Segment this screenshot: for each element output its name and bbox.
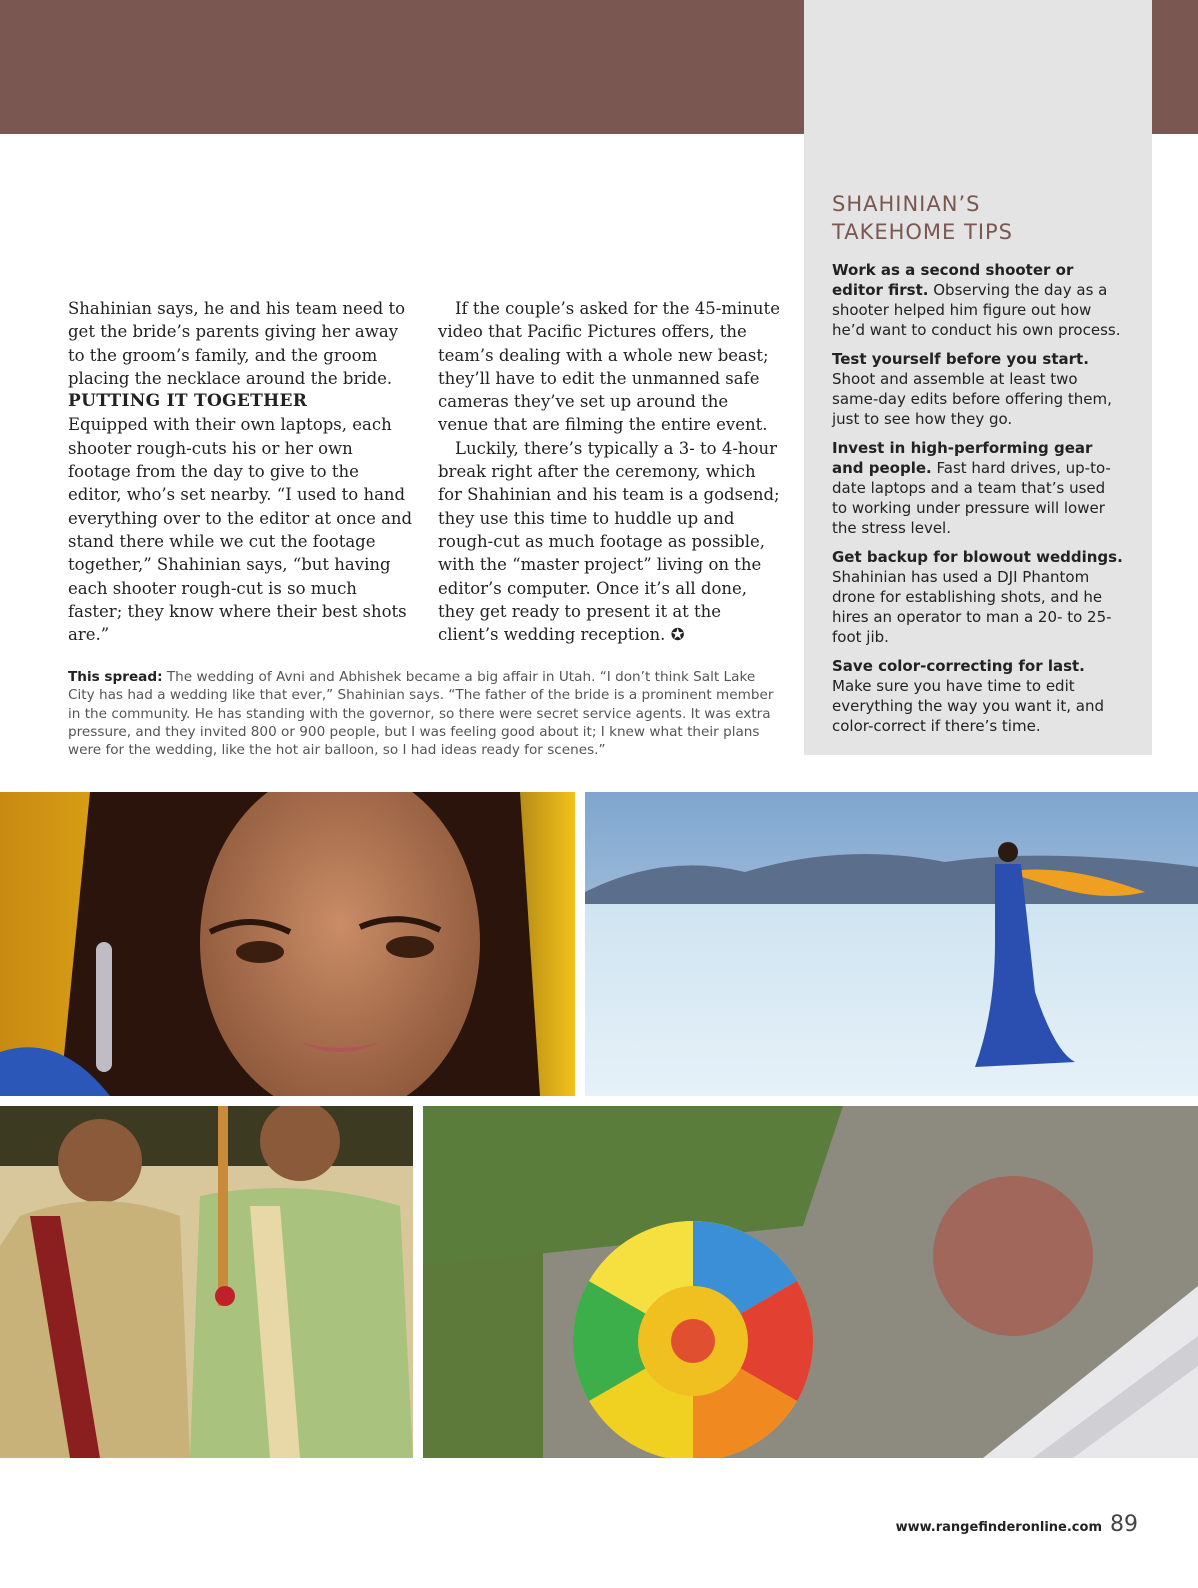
- sidebar-title: [832, 190, 1124, 246]
- page-footer: [896, 1512, 1138, 1537]
- sidebar-title-line2: TAKEHOME TIPS: [832, 220, 1013, 244]
- article-paragraph: [438, 437, 783, 647]
- tip-item: [832, 547, 1124, 647]
- tip-item: [832, 349, 1124, 429]
- article-paragraph: If the couple’s asked for the 45-minute video that Pacific Pictures offers, the team’s dealing with a whole new beast; they’ll have to edit the unmanned safe cameras they’ve set up around the venue that are filming the entire event.: [438, 299, 780, 435]
- photo-salt-flats: [585, 792, 1198, 1096]
- page-number: 89: [1110, 1512, 1138, 1537]
- tip-body: Shoot and assemble at least two same-day edits before offering them, just to see how they go.: [832, 370, 1112, 428]
- tip-body: Make sure you have time to edit everything the way you want it, and color-correct if there’s time.: [832, 677, 1104, 735]
- tip-item: [832, 438, 1124, 538]
- caption-label: This spread:: [68, 669, 163, 685]
- tip-lead: Work as a second shooter or editor first.: [832, 261, 1074, 299]
- tip-lead: Get backup for blowout weddings.: [832, 548, 1123, 566]
- tip-body: Observing the day as a shooter helped him figure out how he’d want to conduct his own process.: [832, 281, 1121, 339]
- tip-lead: Save color-correcting for last.: [832, 657, 1085, 675]
- article-column-1: [68, 297, 413, 646]
- tip-body: Shahinian has used a DJI Phantom drone for establishing shots, and he hires an operator to man a 20- to 25-foot jib.: [832, 568, 1112, 646]
- article-subhead: PUTTING IT TOGETHER: [68, 391, 308, 412]
- sidebar-title-line1: SHAHINIAN’S: [832, 192, 981, 216]
- article-column-2: [438, 297, 783, 646]
- article-paragraph: Shahinian says, he and his team need to get the bride’s parents giving her away to the groom’s family, and the groom placing the necklace around the bride.: [68, 299, 406, 388]
- article-paragraph: Equipped with their own laptops, each shooter rough-cuts his or her own footage from the day to give to the editor, who’s set nearby. “I used to hand everything over to the editor at once and stand there while we cut the footage together,” Shahinian says, “but having each shooter rough-cut is so much faster; they know where their best shots are.”: [68, 415, 413, 645]
- tip-item: [832, 260, 1124, 340]
- photo-caption: [68, 668, 784, 759]
- photo-groom-ceremony: [0, 1106, 413, 1458]
- tip-lead: Test yourself before you start.: [832, 350, 1089, 368]
- tip-lead: Invest in high-performing gear and people.: [832, 439, 1093, 477]
- photo-aerial-balloon: [423, 1106, 1198, 1458]
- article-paragraph-text: Luckily, there’s typically a 3- to 4-hour break right after the ceremony, which for Shahinian and his team is a godsend; they use this time to huddle up and rough-cut as much footage as possible, with the “master project” living on the editor’s computer. Once it’s all done, they get ready to present it at the client’s wedding reception.: [438, 438, 780, 645]
- end-mark-icon: ✪: [670, 625, 685, 645]
- footer-url[interactable]: www.rangefinderonline.com: [895, 1520, 1102, 1535]
- photo-bride-portrait: [0, 792, 575, 1096]
- tips-sidebar: [804, 0, 1152, 755]
- tip-item: [832, 656, 1124, 736]
- caption-text: The wedding of Avni and Abhishek became a big affair in Utah. “I don’t think Salt Lake City has had a wedding like that ever,” Shahinian says. “The father of the bride is a prominent member in the community. He has standing with the governor, so there were secret service agents. It was extra pressure, and they invited 800 or 900 people, but I was feeling good about it; I knew what their plans were for the wedding, like the hot air balloon, so I had ideas ready for scenes.”: [68, 669, 774, 759]
- tip-body: Fast hard drives, up-to-date laptops and a team that’s used to working under pressure will lower the stress level.: [832, 459, 1111, 537]
- tips-sidebar-content: [832, 190, 1124, 745]
